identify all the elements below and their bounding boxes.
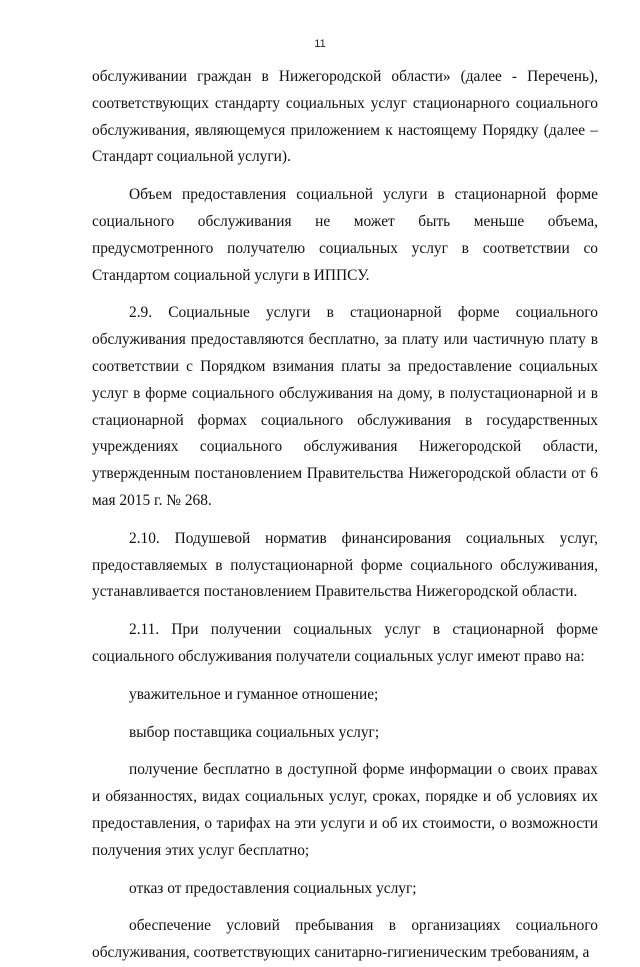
list-item-free-information: получение бесплатно в доступной форме информации о своих правах и обязанностях, видах социальных услуг, сроках, порядке и об условиях их предоставления, о тарифах на эти услуги и об их стоимости, о возможности получения этих услуг бесплатно; [92,761,598,859]
page-number: 11 [314,38,326,50]
paragraph-service-volume: Объем предоставления социальной услуги в стационарной форме социального обслуживания не может быть меньше объема, предусмотренного получателю социальных услуг в соответствии со Стандартом социальной услуги в ИППСУ. [92,186,598,284]
list-item-living-conditions: обеспечение условий пребывания в организациях социального обслуживания, соответствующих санитарно-гигиеническим требованиям, а [92,917,598,962]
document-body [92,64,598,967]
paragraph-2-9: 2.9. Социальные услуги в стационарной форме социального обслуживания предоставляются бесплатно, за плату или частичную плату в соответствии с Порядком взимания платы за предоставление социальных услуг в форме социального обслуживания на дому, в полустационарной и в стационарной формах социального обслуживания в государственных учреждениях социального обслуживания Нижегородской области, утвержденным постановлением Правительства Нижегородской области от 6 мая 2015 г. № 268. [92,304,598,509]
paragraph-2-11: 2.11. При получении социальных услуг в стационарной форме социального обслуживания получатели социальных услуг имеют право на: [92,621,598,665]
list-item-refusal-of-services: отказ от предоставления социальных услуг; [129,879,417,897]
list-item-respectful-treatment: уважительное и гуманное отношение; [129,685,379,703]
paragraph-2-10: 2.10. Подушевой норматив финансирования социальных услуг, предоставляемых в полустационарной форме социального обслуживания, устанавливается постановлением Правительства Нижегородской области. [92,529,598,601]
list-item-provider-choice: выбор поставщика социальных услуг; [129,723,380,741]
paragraph-continuation: обслуживании граждан в Нижегородской области» (далее - Перечень), соответствующих стандарту социальных услуг стационарного социального обслуживания, являющемуся приложением к настоящему Порядку (далее – Стандарт социальной услуги). [92,68,598,166]
